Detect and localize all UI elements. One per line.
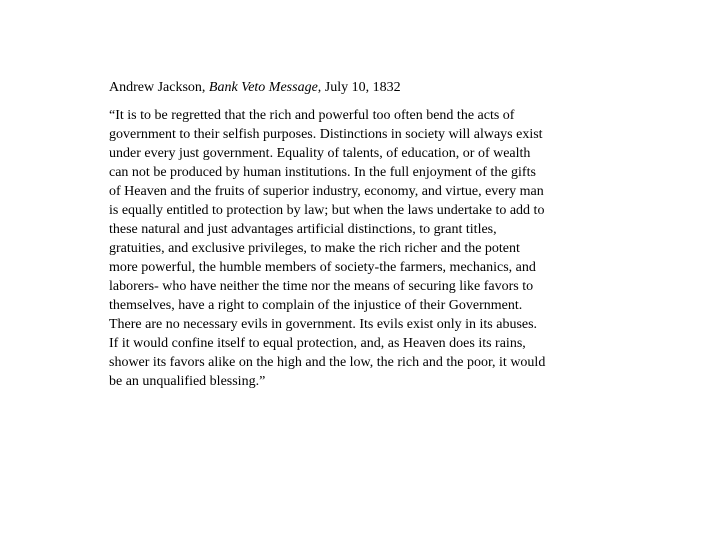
- quote-line: gratuities, and exclusive privileges, to make the rich richer and the potent: [109, 241, 520, 256]
- quote-line: themselves, have a right to complain of the injustice of their Government.: [109, 298, 523, 313]
- quote-line: laborers- who have neither the time nor the means of securing like favors to: [109, 279, 534, 294]
- quote-line: under every just government. Equality of talents, of education, or of wealth: [109, 146, 531, 161]
- quote-line: can not be produced by human institutions. In the full enjoyment of the gifts: [109, 165, 536, 180]
- quote-line: There are no necessary evils in government. Its evils exist only in its abuses.: [109, 317, 538, 332]
- quote-line: be an unqualified blessing.”: [109, 374, 266, 389]
- quote-line: is equally entitled to protection by law; but when the laws undertake to add to: [109, 203, 545, 218]
- quote-line: of Heaven and the fruits of superior industry, economy, and virtue, every man: [109, 184, 544, 199]
- quote-line: these natural and just advantages artificial distinctions, to grant titles,: [109, 222, 497, 237]
- citation-date: , July 10, 1832: [317, 80, 401, 95]
- quote-line: government to their selfish purposes. Distinctions in society will always exist: [109, 127, 543, 142]
- citation: [109, 78, 629, 97]
- quote-paragraph: [109, 106, 629, 391]
- quote-line: shower its favors alike on the high and the low, the rich and the poor, it would: [109, 355, 546, 370]
- quote-line: “It is to be regretted that the rich and powerful too often bend the acts of: [109, 108, 515, 123]
- quote-line: more powerful, the humble members of society-the farmers, mechanics, and: [109, 260, 536, 275]
- citation-author: Andrew Jackson,: [109, 80, 206, 95]
- quote-line: If it would confine itself to equal protection, and, as Heaven does its rains,: [109, 336, 526, 351]
- citation-title: Bank Veto Message: [208, 80, 318, 95]
